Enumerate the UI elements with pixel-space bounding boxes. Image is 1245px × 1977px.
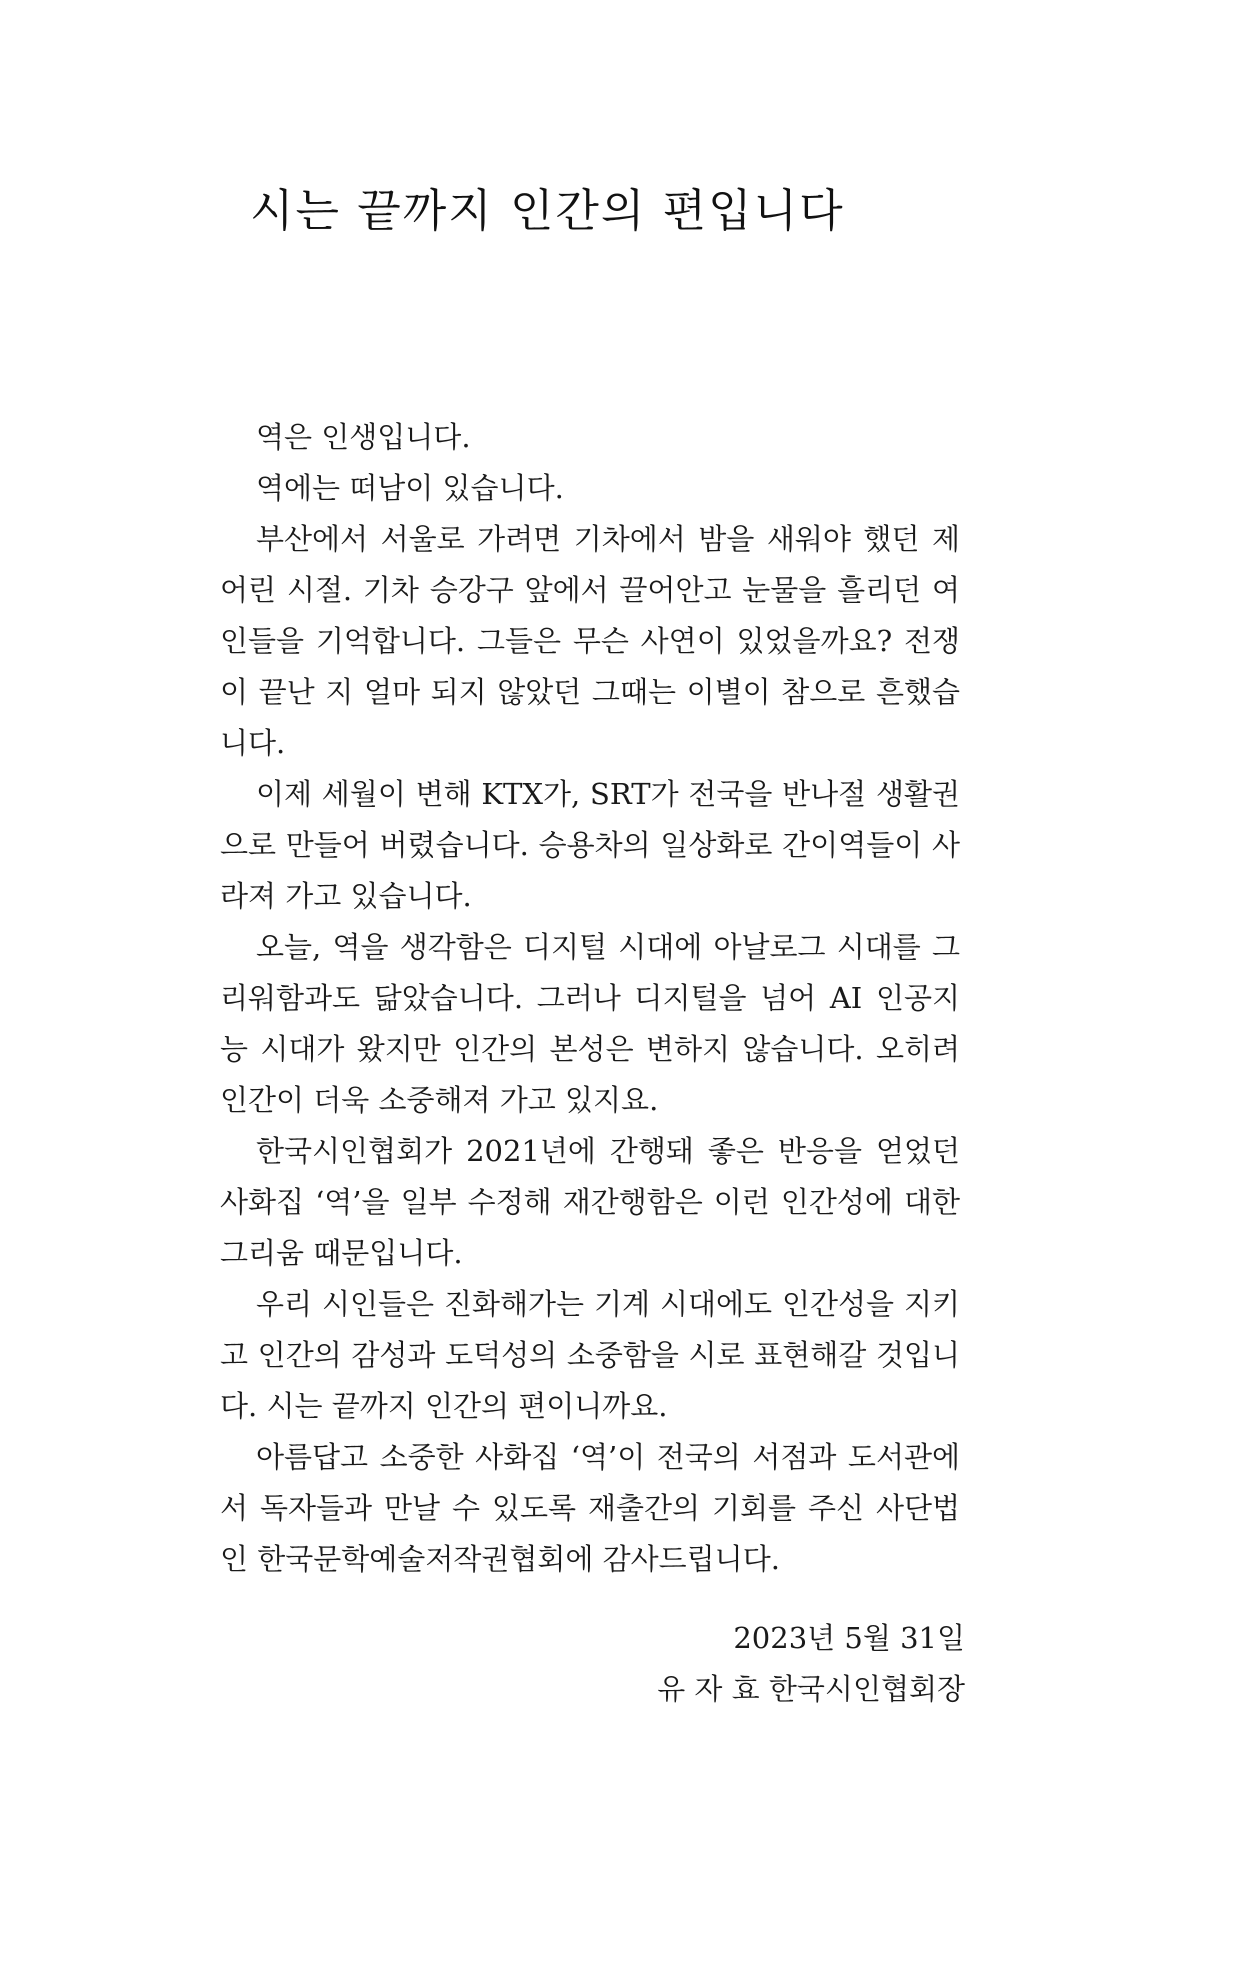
paragraph: 역은 인생입니다. bbox=[256, 420, 471, 454]
body-text bbox=[220, 412, 960, 1585]
paragraph: 역에는 떠남이 있습니다. bbox=[256, 471, 564, 505]
paragraph: 부산에서 서울로 가려면 기차에서 밤을 새워야 했던 제 어린 시절. 기차 승강구 앞에서 끌어안고 눈물을 흘리던 여인들을 기억합니다. 그들은 무슨 사연이 있었을까요? 전쟁이 끝난 지 얼마 되지 않았던 그때는 이별이 참으로 흔했습니다. bbox=[220, 522, 960, 760]
author-line: 유 자 효 한국시인협회장 bbox=[657, 1672, 965, 1706]
paragraph: 한국시인협회가 2021년에 간행돼 좋은 반응을 얻었던 사화집 ‘역’을 일부 수정해 재간행함은 이런 인간성에 대한 그리움 때문입니다. bbox=[220, 1134, 960, 1270]
paragraph: 이제 세월이 변해 KTX가, SRT가 전국을 반나절 생활권으로 만들어 버렸습니다. 승용차의 일상화로 간이역들이 사라져 가고 있습니다. bbox=[220, 777, 960, 913]
paragraph: 우리 시인들은 진화해가는 기계 시대에도 인간성을 지키고 인간의 감성과 도덕성의 소중함을 시로 표현해갈 것입니다. 시는 끝까지 인간의 편이니까요. bbox=[220, 1287, 960, 1423]
paragraph: 오늘, 역을 생각함은 디지털 시대에 아날로그 시대를 그리워함과도 닮았습니다. 그러나 디지털을 넘어 AI 인공지능 시대가 왔지만 인간의 본성은 변하지 않습니다. 오히려 인간이 더욱 소중해져 가고 있지요. bbox=[220, 930, 960, 1117]
paragraph: 아름답고 소중한 사화집 ‘역’이 전국의 서점과 도서관에서 독자들과 만날 수 있도록 재출간의 기회를 주신 사단법인 한국문학예술저작권협회에 감사드립니다. bbox=[220, 1440, 960, 1576]
page-title: 시는 끝까지 인간의 편입니다 bbox=[250, 184, 845, 237]
date-line: 2023년 5월 31일 bbox=[733, 1621, 965, 1655]
signature-block bbox=[657, 1613, 965, 1715]
